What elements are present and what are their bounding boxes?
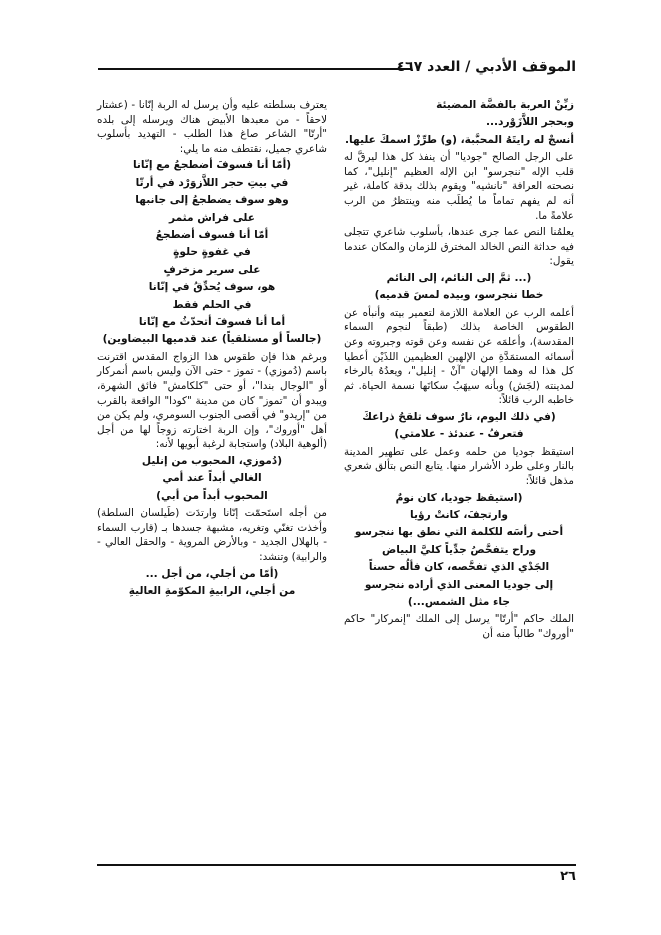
paragraph: على الرجل الصالح "جوديا" أن ينفذ كل هذا ليرقَّ له قلب الإله "ننجرسو" ابن الإله العظيم "إنليل"، كما نصحته العرافة "نانشيه" ويقوم بذلك بدقة كاملة، غير أنه لم يفهم تماماً ما يُطلَب منه وينتظرُ من الرب علامةً ما. bbox=[344, 151, 574, 222]
header-title: الموقف الأدبي / العدد ٤٦٧ bbox=[396, 59, 576, 75]
verse-line: جاء مثل الشمس...) bbox=[407, 595, 511, 608]
header-rule bbox=[98, 68, 411, 70]
verse-line: في الحلم فقط bbox=[172, 298, 252, 311]
paragraph: استيقظ جوديا من حلمه وعمل على تطهير المدينة بالنار وعلى طرد الأشرار منها. يتابع النص بتألق شعري مذهل قائلاً: bbox=[344, 445, 574, 487]
verse-line: وارتجفَ، كانتْ رؤيا bbox=[410, 508, 508, 521]
verse-line: خطا ننجرسو، وبيده لمسَ قدميه) bbox=[374, 289, 544, 302]
paragraph: يعلمُنا النص عما جرى عندها، بأسلوب شاعري تتجلى فيه حداثة النص الخالد المخترق للزمان والمكان عندما يقول: bbox=[344, 226, 574, 268]
verse-line: (جالساً أو مستلقياً) عند قدميها البيضاوين) bbox=[102, 333, 322, 346]
paragraph: الملك حاكم "أرتّا" يرسل إلى الملك "إنمركار" حاكم "أوروك" طالباً منه أن bbox=[344, 613, 574, 640]
verse-line: أنسجْ له رايتَهُ المحبَّبة، (و) طرِّزْ اسمكَ عليها. bbox=[345, 133, 574, 146]
right-column bbox=[344, 98, 574, 644]
verse-line: على فراش مثمر bbox=[168, 211, 255, 224]
page-number: ٢٦ bbox=[560, 869, 576, 884]
left-column bbox=[97, 98, 327, 601]
verse-line: وبحجر اللاَّزَوْرد... bbox=[485, 116, 574, 129]
verse-line: وهو سوف يضطجعُ إلى جانبها bbox=[135, 194, 289, 207]
running-header bbox=[98, 56, 576, 80]
verse-line: الجَدْي الذي تفحَّصه، كان فألُه حسناً bbox=[368, 561, 550, 574]
verse-line: (... ثمَّ إلى النائم، إلى النائم bbox=[386, 271, 532, 284]
verse-line: أحنى رأسَه للكلمة التي نطق بها ننجرسو bbox=[354, 526, 564, 539]
verse-line: الغالي أبداً عند أمي bbox=[162, 472, 262, 485]
verse-line: زيِّنْ العربة بالفضَّة المضيئة bbox=[436, 99, 574, 111]
verse-line: إلى جوديا المعنى الذي أراده ننجرسو bbox=[364, 578, 554, 591]
verse-line: وراح يتفحَّصُ جدِّياً كليَّ البياض bbox=[381, 543, 537, 556]
verse-line: (في ذلك اليوم، نارٌ سوف تلقحُ ذراعكَ bbox=[362, 410, 556, 423]
verse-line: في غفوةٍ حلوةٍ bbox=[173, 246, 251, 259]
verse-line: من أجلي، الرابيةِ المكوّمةِ العاليةِ bbox=[128, 585, 296, 597]
verse-line: هو، سوف يُحدِّقُ في إنّانا bbox=[148, 281, 276, 294]
verse-line: فتعرفُ - عندئذ - علامتي) bbox=[394, 428, 524, 441]
verse-line: على سرير مزخرفٍ bbox=[163, 263, 261, 276]
verse-line: في بيتِ حجر اللاَّزوَرْد في أرتّا bbox=[135, 176, 289, 189]
verse-line: المحبوب أبداً من أبي) bbox=[156, 489, 268, 502]
paragraph: أعلمه الرب عن العلامة اللازمة لتعمير بيته وأنبأه عن الطقوس الخاصة بذلك (طبقاً لنجوم السماء المقدسة)، وأعلمَه عن نفسه وعن قوته وجبروته وعن أسمائه المستمَدَّةِ من الإلهين العظيمين اللذَيْن أعطيا كل هذا له وهما الإلهان "آنْ - إنليل"، ويعدُهُ بالرخاء لمدينته (لجَش) وبأنه سيهَبُ سكانَها نسمة الحياة. ثم خاطبه الرب قائلاً: bbox=[344, 306, 574, 407]
verse-line: (دُموزي، المحبوب من إنليل bbox=[141, 455, 283, 467]
paragraph: وبرغم هذا فإن طقوس هذا الزواج المقدس اقترنت باسم (دُموزي) - تموز - حتى الآن وليس باسم أنمركار أو "الوجال بندا"، أو حتى "كلكامش" فائق الشهرة، ويبدو أن "تموز" كان من مدينة "كودا" الواقعة بالقرب من "إريدو" في أقصى الجنوب السومري، ولم يكن من أهل "أوروك"، وإن الربة اختارته زوجاً لها من أجل (ألوهية البلاد) واستجابة لرغبة أبويها لأنه: bbox=[97, 350, 327, 451]
paragraph: يعترف بسلطته عليه وأن يرسل له الربة إنّانا - (عشتار لاحقاً - من معبدها الأبيض هناك ويرسله إلى بلده "أرتّا" الشاعر صاغ هذا الطلب - التهديد بأسلوب شاعري جميل، نقتطف منه ما يلي: bbox=[97, 99, 327, 155]
verse-line: أمّا أنا فسوف أضطجعُ bbox=[155, 229, 269, 241]
paragraph: من أجله استَحمّت إنّانا وارتدَت (طَيلسان السلطة) وأخذت تغنّي وتغريه، مشبهة جسدها بـ (قارب السماء - بالهلال الجديد - وبالأرض المروية - والحقل العالي - والرابية) وتنشد: bbox=[97, 507, 327, 563]
verse-line: أما أنا فسوفَ أتحدّثُ مع إنّانا bbox=[138, 316, 286, 329]
footer-rule bbox=[97, 864, 576, 866]
verse-line: (أمّا من أجلي، من أجل ... bbox=[145, 567, 279, 580]
verse-line: (استيقظ جوديا، كان نومٌ bbox=[395, 491, 523, 504]
verse-line: (أمّا أنا فسوفَ أضطجعُ مع إنّانا bbox=[132, 159, 292, 172]
